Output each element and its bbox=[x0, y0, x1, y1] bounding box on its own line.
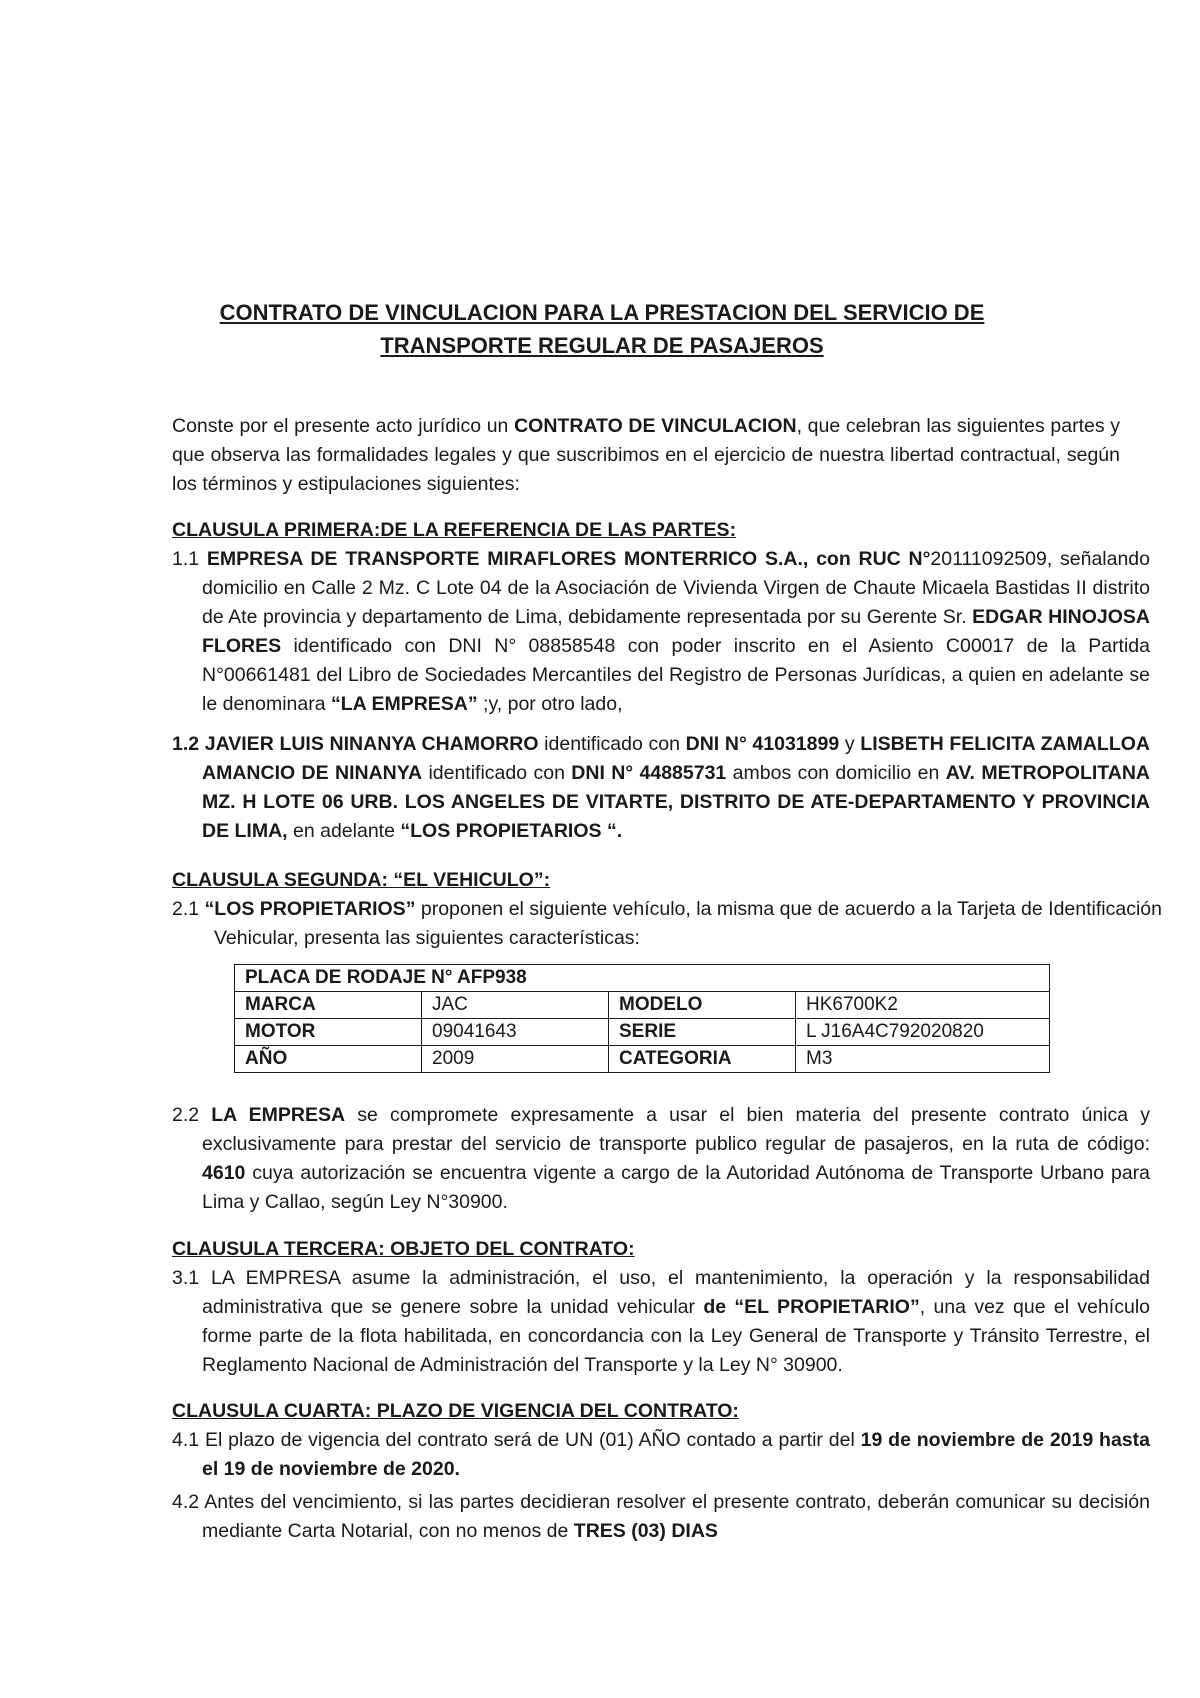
table-row bbox=[235, 1019, 1050, 1046]
validity-dates: 19 de noviembre de 2019 hasta el 19 de noviembre de 2020. bbox=[202, 1429, 1150, 1480]
title-line-2: TRANSPORTE REGULAR DE PASAJEROS bbox=[380, 333, 824, 358]
intro-contract-name: CONTRATO DE VINCULACION bbox=[514, 415, 797, 437]
clause-text: El plazo de vigencia del contrato será de UN (01) AÑO contado a partir del bbox=[204, 1429, 861, 1451]
table-value-cell: L J16A4C792020820 bbox=[796, 1019, 1050, 1046]
company-alias: LA EMPRESA bbox=[211, 1104, 346, 1126]
clause-1-heading: CLAUSULA PRIMERA:DE LA REFERENCIA DE LAS PARTES: bbox=[172, 519, 737, 541]
clause-text: proponen el siguiente vehículo, la misma que de acuerdo a la Tarjeta de Identificación Vehicular, presenta las siguientes características: bbox=[214, 898, 1162, 949]
clause-number: 4.2 bbox=[172, 1491, 205, 1513]
table-value-cell: M3 bbox=[796, 1046, 1050, 1073]
owner-2-dni: DNI N° 44885731 bbox=[571, 762, 727, 784]
clause-number: 2.2 bbox=[172, 1104, 212, 1126]
owner-1-name: JAVIER LUIS NINANYA CHAMORRO bbox=[204, 733, 539, 755]
intro-text-2: , que celebran las siguientes partes y que observa las formalidades legales y que suscribimos en el ejercicio de nuestra libertad contractual, según los términos y estipulaciones siguientes: bbox=[172, 415, 1120, 495]
clause-4-heading: CLAUSULA CUARTA: PLAZO DE VIGENCIA DEL CONTRATO: bbox=[172, 1400, 739, 1422]
clause-text: ambos con domicilio en bbox=[726, 762, 946, 784]
plate-number-cell: PLACA DE RODAJE N° AFP938 bbox=[235, 965, 1050, 992]
clause-3-heading: CLAUSULA TERCERA: OBJETO DEL CONTRATO: bbox=[172, 1238, 635, 1260]
table-label-cell: MODELO bbox=[609, 992, 796, 1019]
clause-3-1-paragraph bbox=[172, 1264, 1150, 1380]
table-value-cell: JAC bbox=[422, 992, 609, 1019]
clause-text: identificado con DNI N° 08858548 con poder inscrito en el Asiento C00017 de la Partida N°00661481 del Libro de Sociedades Mercantiles del Registro de Personas Jurídicas, a quien en adelante se le denominara bbox=[202, 635, 1150, 715]
clause-text: 20111092509, señalando domicilio en Calle 2 Mz. C Lote 04 de la Asociación de Vivienda Virgen de Chaute Micaela Bastidas II distrito de Ate provincia y departamento de Lima, debidamente representada por su Gerente Sr. bbox=[202, 548, 1150, 628]
owners-address: AV. METROPOLITANA MZ. H LOTE 06 URB. LOS ANGELES DE VITARTE, DISTRITO DE ATE-DEPARTAMENTO Y PROVINCIA DE LIMA, bbox=[202, 762, 1150, 842]
table-label-cell: CATEGORIA bbox=[609, 1046, 796, 1073]
clause-1-2-paragraph bbox=[172, 730, 1150, 846]
table-value-cell: 09041643 bbox=[422, 1019, 609, 1046]
vehicle-table bbox=[234, 964, 1050, 1073]
company-alias: “LA EMPRESA” bbox=[331, 693, 478, 715]
clause-4-1-paragraph bbox=[172, 1426, 1150, 1484]
table-label-cell: MOTOR bbox=[235, 1019, 422, 1046]
owner-alias: de “EL PROPIETARIO” bbox=[703, 1296, 920, 1318]
clause-4-2-paragraph bbox=[172, 1488, 1150, 1546]
route-code: 4610 bbox=[202, 1162, 246, 1184]
clause-number: 1.1 bbox=[172, 548, 207, 570]
table-label-cell: MARCA bbox=[235, 992, 422, 1019]
owners-alias: “LOS PROPIETARIOS “. bbox=[400, 820, 623, 842]
clause-text: en adelante bbox=[287, 820, 401, 842]
company-name: EMPRESA DE TRANSPORTE MIRAFLORES MONTERRICO S.A., con RUC N° bbox=[206, 548, 931, 570]
table-label-cell: SERIE bbox=[609, 1019, 796, 1046]
table-value-cell: 2009 bbox=[422, 1046, 609, 1073]
owner-2-name: LISBETH FELICITA ZAMALLOA AMANCIO DE NINANYA bbox=[202, 733, 1150, 784]
clause-2-heading: CLAUSULA SEGUNDA: “EL VEHICULO”: bbox=[172, 869, 551, 891]
clause-text: identificado con bbox=[538, 733, 686, 755]
manager-name: EDGAR HINOJOSA FLORES bbox=[202, 606, 1150, 657]
notice-period: TRES (03) DIAS bbox=[573, 1520, 718, 1542]
clause-text: cuya autorización se encuentra vigente a cargo de la Autoridad Autónoma de Transporte Urbano para Lima y Callao, según Ley N°30900. bbox=[202, 1162, 1150, 1213]
clause-number: 2.1 bbox=[172, 898, 205, 920]
clause-number: 3.1 bbox=[172, 1267, 211, 1289]
clause-text: se compromete expresamente a usar el bien materia del presente contrato única y exclusivamente para prestar del servicio de transporte publico regular de pasajeros, en la ruta de código: bbox=[202, 1104, 1150, 1155]
title-line-1: CONTRATO DE VINCULACION PARA LA PRESTACION DEL SERVICIO DE bbox=[219, 300, 985, 325]
table-header-row bbox=[235, 965, 1050, 992]
clause-1-1-paragraph bbox=[172, 545, 1150, 719]
table-label-cell: AÑO bbox=[235, 1046, 422, 1073]
clause-2-1-paragraph bbox=[172, 895, 1162, 953]
owners-alias: “LOS PROPIETARIOS” bbox=[204, 898, 416, 920]
intro-paragraph bbox=[172, 412, 1120, 499]
owner-1-dni: DNI N° 41031899 bbox=[685, 733, 840, 755]
table-row bbox=[235, 992, 1050, 1019]
clause-text: y bbox=[839, 733, 861, 755]
clause-number: 4.1 bbox=[172, 1429, 205, 1451]
clause-text: LA EMPRESA asume la administración, el uso, el mantenimiento, la operación y la responsabilidad administrativa que se genere sobre la unidad vehicular bbox=[202, 1267, 1150, 1318]
clause-text: Antes del vencimiento, si las partes decidieran resolver el presente contrato, deberán comunicar su decisión mediante Carta Notarial, con no menos de bbox=[202, 1491, 1150, 1542]
table-row bbox=[235, 1046, 1050, 1073]
document-title bbox=[172, 296, 1032, 362]
clause-text: ;y, por otro lado, bbox=[477, 693, 623, 715]
clause-text: identificado con bbox=[422, 762, 572, 784]
clause-2-2-paragraph bbox=[172, 1101, 1150, 1217]
intro-text-1: Conste por el presente acto jurídico un bbox=[172, 415, 515, 437]
clause-text: , una vez que el vehículo forme parte de la flota habilitada, en concordancia con la Ley General de Transporte y Tránsito Terrestre, el Reglamento Nacional de Administración del Transporte y la Ley N° 30900. bbox=[202, 1296, 1150, 1376]
clause-number: 1.2 bbox=[172, 733, 205, 755]
table-value-cell: HK6700K2 bbox=[796, 992, 1050, 1019]
